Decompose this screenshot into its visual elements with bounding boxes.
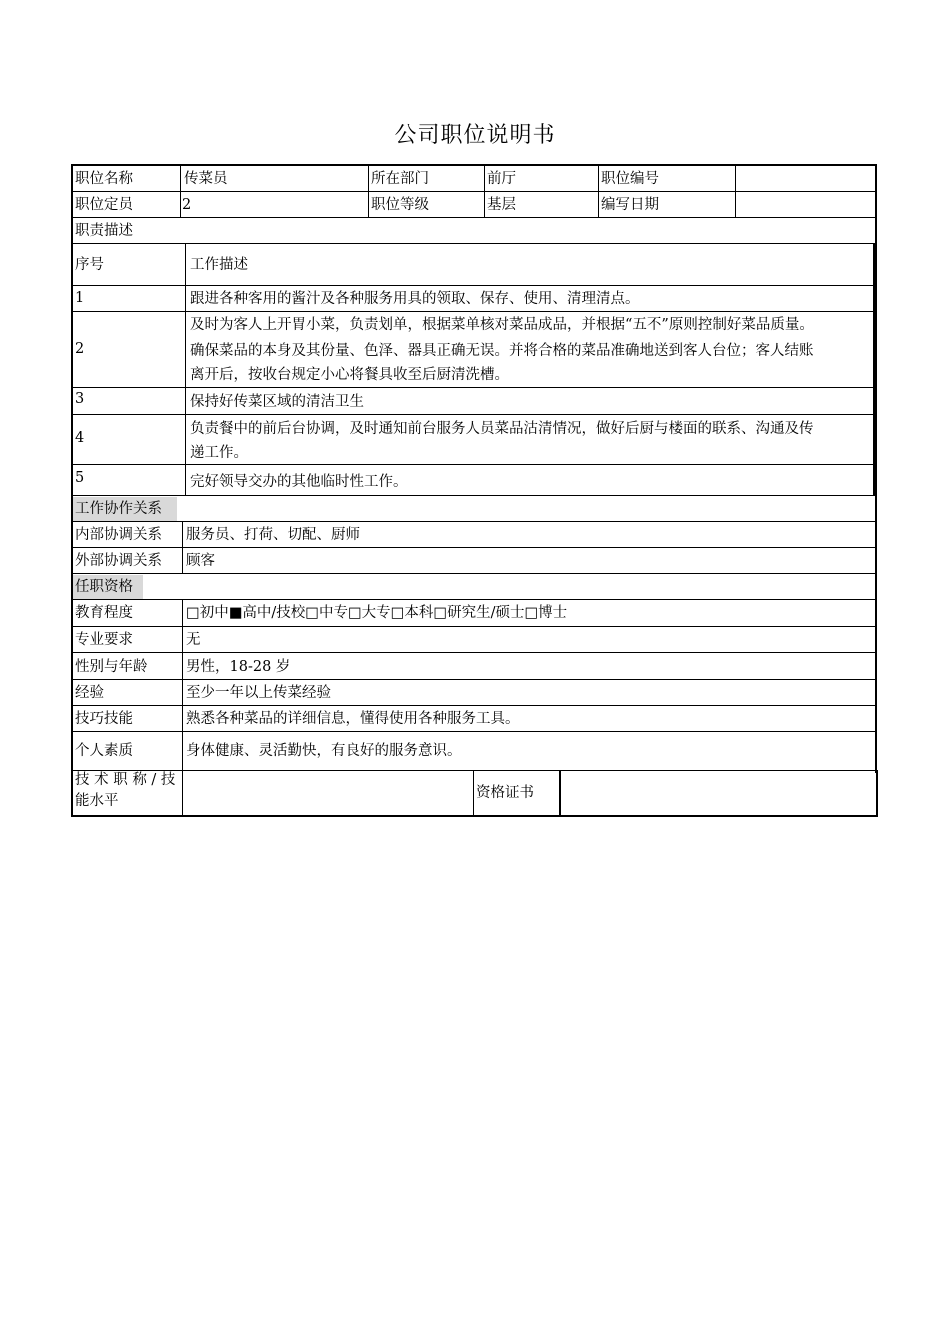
row-line (72, 243, 876, 244)
skills-label: 技巧技能 (75, 711, 133, 727)
row-line (72, 770, 877, 771)
position-name-value: 传菜员 (184, 171, 228, 187)
col-line (185, 243, 186, 495)
row-line (72, 495, 876, 496)
level-label: 职位等级 (371, 197, 429, 213)
col-line (484, 165, 485, 217)
duty-line: 递工作。 (190, 445, 248, 461)
skills-value: 熟悉各种菜品的详细信息，懂得使用各种服务工具。 (186, 711, 520, 727)
border-bottom (71, 815, 878, 817)
personal-label: 个人素质 (75, 743, 133, 759)
major-label: 专业要求 (75, 632, 133, 648)
page-title: 公司职位说明书 (394, 123, 556, 148)
external-value: 顾客 (186, 553, 215, 569)
duty-no: 2 (75, 341, 85, 357)
internal-label: 内部协调关系 (75, 527, 162, 543)
date-label: 编写日期 (601, 197, 659, 213)
gender-age-value: 男性，18-28 岁 (186, 659, 291, 675)
relations-section-label: 工作协作关系 (75, 501, 162, 517)
department-label: 所在部门 (371, 171, 429, 187)
duties-col-no: 序号 (75, 257, 104, 273)
personal-value: 身体健康、灵活勤快，有良好的服务意识。 (186, 743, 462, 759)
department-value: 前厅 (487, 171, 516, 187)
duty-line: 及时为客人上开胃小菜，负责划单，根据菜单核对菜品成品，并根据“五不”原则控制好菜品质量。 (190, 317, 814, 333)
headcount-label: 职位定员 (75, 197, 133, 213)
duty-line: 保持好传菜区域的清洁卫生 (190, 394, 364, 410)
col-line (735, 165, 736, 217)
duty-no: 5 (75, 470, 85, 486)
duty-line: 完好领导交办的其他临时性工作。 (190, 474, 408, 490)
headcount-value: 2 (182, 197, 192, 213)
duty-line: 负责餐中的前后台协调，及时通知前台服务人员菜品沽清情况，做好后厨与楼面的联系、沟通及传 (190, 421, 814, 437)
col-line (368, 165, 369, 217)
external-label: 外部协调关系 (75, 553, 162, 569)
level-value: 基层 (487, 197, 516, 213)
col-line (598, 165, 599, 217)
col-line (559, 770, 561, 816)
major-value: 无 (186, 632, 201, 648)
col-line (180, 165, 181, 217)
col-line (182, 521, 183, 573)
gender-age-label: 性别与年龄 (75, 659, 148, 675)
certificate-label: 资格证书 (476, 785, 534, 801)
row-line (72, 217, 876, 218)
border-left (71, 164, 73, 817)
duty-line: 确保菜品的本身及其份量、色泽、器具正确无误。并将合格的菜品准确地送到客人台位；客人结账 (190, 343, 814, 359)
col-line (473, 770, 474, 816)
education-value: □初中■高中/技校□中专□大专□本科□研究生/硕士□博士 (186, 605, 568, 621)
education-label: 教育程度 (75, 605, 133, 621)
col-line (182, 599, 183, 771)
col-line (182, 770, 183, 816)
duty-no: 1 (75, 290, 85, 306)
duty-line: 跟进各种客用的酱汁及各种服务用具的领取、保存、使用、清理清点。 (190, 291, 640, 307)
border-right-lower (876, 770, 878, 817)
duties-col-desc: 工作描述 (190, 257, 248, 273)
experience-label: 经验 (75, 685, 104, 701)
tech-title-label-line1: 技 术 职 称 / 技 (75, 772, 176, 788)
duty-line: 离开后，按收台规定小心将餐具收至后厨清洗槽。 (190, 367, 509, 383)
border-right (875, 164, 877, 773)
position-name-label: 职位名称 (75, 171, 133, 187)
tech-title-label-line2: 能水平 (75, 793, 119, 809)
duties-section-label: 职责描述 (75, 223, 133, 239)
qualifications-section-label: 任职资格 (75, 579, 133, 595)
internal-value: 服务员、打荷、切配、厨师 (186, 527, 360, 543)
experience-value: 至少一年以上传菜经验 (186, 685, 331, 701)
duty-no: 3 (75, 391, 85, 407)
position-code-label: 职位编号 (601, 171, 659, 187)
col-line (873, 243, 875, 495)
duty-no: 4 (75, 430, 85, 446)
